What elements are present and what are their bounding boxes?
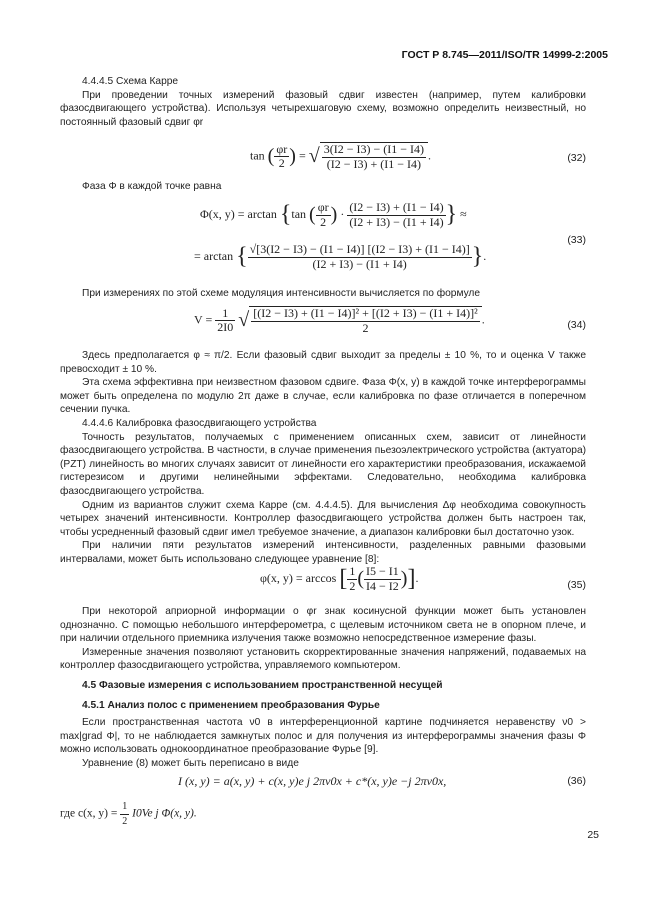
equation-36 (60, 775, 586, 795)
eq35-frac-top: I5 − I1 (366, 564, 399, 578)
definition-c-frac-top: 1 (120, 800, 129, 815)
eq32-tan: tan (250, 148, 265, 163)
paragraph-spatial-frequency: Если пространственная частота ν0 в интерференционной картине подчиняется неравенству ν0 > max|grad Φ|, то не наблюдается замкнутых полос и для получения из интерферограммы значения фазы Φ можно использовать однокоординатное преобразование Фурье [9]. (60, 717, 586, 756)
paragraph-effective: Эта схема эффективна при неизвестном фазовом сдвиге. Фаза Φ(x, y) в каждой точке интерферограммы может быть определена по модулю 2π даже в случае, если калибровка по фазе отличается в поперечном сечении пучка. (60, 377, 586, 416)
definition-c-pre: где c(x, y) = (60, 807, 118, 820)
eq33-tail: . (483, 248, 487, 263)
eq34-c-top: 1 (215, 307, 235, 322)
eq32-rad-bot: (I2 − I3) + (I1 − I4) (326, 156, 421, 171)
eq33-lhs: Φ(x, y) = arctan (200, 206, 277, 221)
paragraph-modulation-text: При измерениях по этой схеме модуляция интенсивности вычисляется по формуле (82, 288, 481, 299)
paragraph-five-results: При наличии пяти результатов измерений интенсивности, разделенных равными фазовыми интервалами, может быть использовано следующее уравнение [8]: (60, 540, 586, 565)
eq32-phi: φr (276, 141, 288, 156)
paragraph-phase-text: Фаза Φ в каждой точке равна (82, 181, 222, 192)
eq35-frac-bot: I4 − I2 (366, 578, 399, 593)
eq32-rad-top: 3(I2 − I3) − (I1 − I4) (323, 142, 424, 156)
eq33-two: 2 (320, 214, 327, 229)
paragraph-carre-option: Одним из вариантов служит схема Карре (см. 4.4.4.5). Для вычисления Δφ необходима совокупность четырех значений интенсивности. Контроллер фазосдвигающего устройства должен быть настроен так, чтобы усредненный фазовый сдвиг имел требуемое значение, а диапазон калибровки был достаточно узок. (60, 499, 586, 538)
equation-number-34: (34) (567, 319, 586, 331)
definition-c-frac-bot: 2 (122, 815, 128, 827)
eq33-rad-bot: (I2 + I3) − (I1 + I4) (312, 256, 407, 271)
eq33-line2-lhs: = arctan (194, 248, 234, 263)
eq34-lhs: V = (194, 312, 213, 327)
equation-32: tan ( $\frac{\varphi r}{2}$ ) = √ $\frac{3(I2 - I3) - (I1 - I4)}{(I2 - I3) + (I1 - I4)}$ . (32) (250, 141, 586, 171)
paragraph-phase (60, 180, 586, 194)
equation-number-32: (32) (567, 152, 586, 164)
section-title-4445: 4.4.4.5 Схема Карре (82, 76, 179, 87)
eq33-frac-bot: (I2 + I3) − (I1 + I4) (349, 214, 444, 229)
document-header: ГОСТ Р 8.745—2011/ISO/TR 14999-2:2005 (401, 49, 608, 61)
section-text-lower (60, 605, 586, 771)
section-text-main (60, 349, 586, 567)
eq33-phi: φr (317, 200, 329, 214)
equation-35: φ(x, y) = arccos [ $\frac{1}{2}$ ( $\frac{I5 - I1}{I4 - I2}$ )]. (35) (260, 564, 586, 593)
eq33-frac-top: (I2 − I3) + (I1 − I4) (349, 200, 444, 214)
paragraph-rewrite: Уравнение (8) может быть переписано в виде (82, 757, 299, 769)
paragraph-measured: Измеренные значения позволяют установить скорректированные значения напряжений, подаваемых на контроллер фазосдвигающего устройства, управляемого компьютером. (60, 646, 586, 672)
paragraph-accuracy: Точность результатов, получаемых с применением описанных схем, зависит от линейности фазосдвигающего устройства. В частности, в случае применения пьезоэлектрического устройства (актуатора) (PZT) линейность во многих случаях зависит от линейности его характеристики преобразования, искажаемой гистерезисом и другими нелинейными эффектами. Следовательно, необходима калибровка фазосдвигающего устройства. (60, 431, 586, 497)
eq32-eq: = (298, 148, 306, 163)
eq32-two: 2 (278, 156, 285, 171)
paragraph-modulation (60, 287, 586, 301)
paragraph-assumption: Здесь предполагается φ ≈ π/2. Если фазовый сдвиг выходит за пределы ± 10 %, то и оценка V также превосходит ± 10 %. (60, 350, 586, 375)
equation-number-36: (36) (567, 775, 586, 787)
section-title-4446: 4.4.4.6 Калибровка фазосдвигающего устройства (82, 417, 317, 429)
equation-number-33: (33) (567, 234, 586, 246)
section-title-451: 4.5.1 Анализ полос с применением преобразования Фурье (82, 699, 380, 711)
equation-33: Φ(x, y) = arctan {tan ( $\frac{\varphi r}{2}$ ) · $\frac{(I2 - I3) + (I1 - I4)}{(I2 + I3) - (I1 + I4)}$ } ≈ = arctan { $\frac{√[3(I2 - I3) - (I1 - I4)] [(I2 - I3) + (I1 - I4)]}{(I2 + I3) - (I1 + I4)}$ }. (33) (194, 200, 586, 271)
eq36-formula: I (x, y) = a(x, y) + c(x, y)e j 2πν0x + c*(x, y)e −j 2πν0x, (178, 774, 447, 788)
eq32-tail: . (427, 148, 431, 163)
definition-c-post: I0Ve j Φ(x, y). (132, 807, 197, 820)
eq33-rad-top: √[3(I2 − I3) − (I1 − I4)] [(I2 − I3) + (I1 − I4)] (249, 242, 470, 256)
paragraph-carre-intro: При проведении точных измерений фазовый сдвиг известен (например, путем калибровки фазосдвигающего устройства). Используя четырехшаговую схему, возможно определить неизвестный, но постоянный фазовый сдвиг φr (60, 89, 586, 128)
paragraph-apriori: При некоторой априорной информации о φr знак косинусной функции может быть установлен однозначно. С помощью небольшого интерферометра, с щелевым источником света не в опорном плече, и при наличии отдельного приемника излучения также возможно непосредственное измерение фазы. (60, 606, 586, 645)
eq35-half-bot: 2 (349, 578, 356, 593)
equation-34: V = $\frac{1}{2I0}$ √ $\frac{\text{[(I2 − I3) + (I1 − I4)]² + [(I2 + I3) − (I1 + I4)]²}}{2}$ . (34) (194, 305, 586, 335)
section-4445 (60, 75, 586, 129)
eq33-tan: tan (291, 206, 307, 221)
eq34-rad-top: [(I2 − I3) + (I1 − I4)]² + [(I2 + I3) − (I1 + I4)]² (253, 306, 478, 320)
eq35-tail: . (415, 570, 419, 585)
section-title-45: 4.5 Фазовые измерения с использованием пространственной несущей (82, 679, 443, 691)
page-number: 25 (587, 829, 599, 841)
eq35-lhs: φ(x, y) = arccos (260, 570, 337, 585)
eq33-approx: ≈ (460, 206, 467, 221)
equation-number-35: (35) (567, 579, 586, 591)
eq34-tail: . (481, 312, 485, 327)
eq34-c-bot: 2I0 (217, 320, 234, 335)
eq34-rad-bot: 2 (362, 320, 369, 335)
eq35-half-top: 1 (349, 564, 356, 578)
definition-c (60, 800, 197, 828)
